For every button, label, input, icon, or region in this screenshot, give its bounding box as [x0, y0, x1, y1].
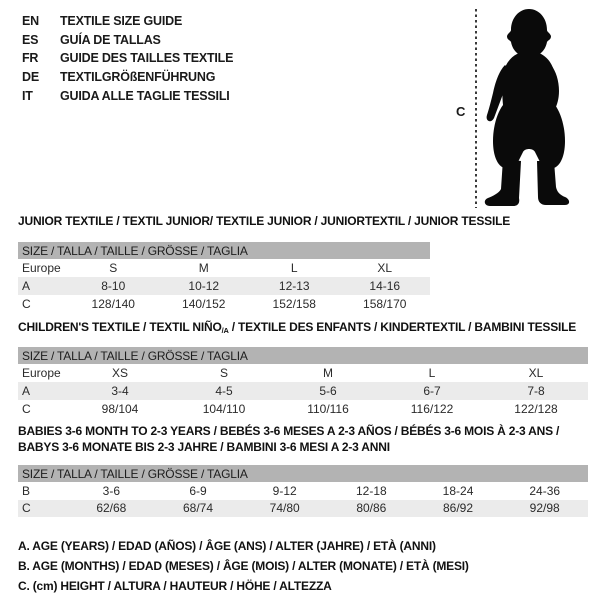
size-header-bar: SIZE / TALLA / TAILLE / GRÖSSE / TAGLIA — [18, 347, 588, 364]
list-item — [22, 31, 233, 50]
language-title-list — [22, 12, 233, 105]
size-value-cell: 152/158 — [272, 297, 316, 311]
guide-title: GUIDA ALLE TAGLIE TESSILI — [60, 88, 230, 103]
size-value-cell: 92/98 — [529, 501, 560, 516]
legend-line-height: C. (cm) HEIGHT / ALTURA / HAUTEUR / HÖHE / ALTEZZA — [18, 579, 332, 593]
size-value-cell: 122/128 — [514, 402, 558, 416]
size-value-cell: XL — [377, 261, 393, 275]
size-value-cell: 98/104 — [101, 402, 139, 416]
size-value-cell: 12-18 — [356, 483, 387, 498]
row-label: C — [22, 297, 31, 311]
size-value-cell: L — [290, 261, 298, 275]
table-row — [18, 482, 588, 500]
size-value-cell: 80/86 — [356, 501, 387, 516]
row-label: C — [22, 402, 31, 416]
size-value-cell: L — [428, 366, 436, 380]
size-value-cell: 4-5 — [215, 384, 233, 398]
junior-table-title: JUNIOR TEXTILE / TEXTIL JUNIOR/ TEXTILE JUNIOR / JUNIORTEXTIL / JUNIOR TESSILE — [18, 214, 511, 228]
size-value-cell: 104/110 — [202, 402, 246, 416]
size-value-cell: 9-12 — [272, 483, 297, 498]
babies-table-title-line1: BABIES 3-6 MONTH TO 2-3 YEARS / BEBÉS 3-6 MESES A 2-3 AÑOS / BÉBÉS 3-6 MOIS À 2-3 ANS / — [18, 424, 560, 438]
language-code: EN — [22, 14, 39, 29]
guide-title: GUÍA DE TALLAS — [60, 32, 161, 47]
guide-title: TEXTILE SIZE GUIDE — [60, 14, 183, 29]
size-value-cell: 140/152 — [182, 297, 226, 311]
size-value-cell: S — [219, 366, 228, 380]
table-row — [18, 382, 588, 400]
babies-table-title-line2: BABYS 3-6 MONATE BIS 2-3 JAHRE / BAMBINI 3-6 MESI A 2-3 ANNI — [18, 440, 390, 454]
size-value-cell: 128/140 — [91, 297, 135, 311]
language-code: IT — [22, 88, 33, 103]
language-code: FR — [22, 51, 39, 66]
size-value-cell: 12-13 — [278, 279, 310, 293]
size-header-bar: SIZE / TALLA / TAILLE / GRÖSSE / TAGLIA — [18, 242, 430, 259]
size-value-cell: M — [323, 366, 333, 380]
size-value-cell: 18-24 — [442, 483, 474, 498]
size-value-cell: 3-4 — [111, 384, 129, 398]
size-value-cell: 68/74 — [182, 501, 214, 516]
height-marker-label: C — [456, 104, 466, 119]
height-measure-dotted-line — [475, 9, 477, 208]
size-value-cell: 110/116 — [307, 402, 349, 416]
list-item — [22, 86, 233, 105]
size-value-cell: S — [109, 261, 118, 275]
size-value-cell: 5-6 — [319, 384, 337, 398]
size-value-cell: 3-6 — [102, 483, 120, 498]
size-value-cell: 8-10 — [101, 279, 126, 293]
toddler-silhouette-image — [483, 9, 573, 208]
children-table-title — [18, 320, 576, 335]
language-code: ES — [22, 32, 39, 47]
table-row — [18, 400, 588, 418]
row-label: B — [22, 483, 31, 498]
size-value-cell: 74/80 — [269, 501, 300, 516]
size-table-children — [18, 347, 588, 418]
size-value-cell: XS — [111, 366, 128, 380]
size-table-junior — [18, 242, 430, 313]
measurement-legend — [18, 536, 469, 596]
size-value-cell: 14-16 — [369, 279, 401, 293]
size-value-cell: 62/68 — [96, 501, 127, 516]
row-label: C — [22, 501, 31, 516]
size-value-cell: 6-7 — [423, 384, 441, 398]
list-item — [22, 49, 233, 68]
legend-line-age-months: B. AGE (MONTHS) / EDAD (MESES) / ÂGE (MOIS) / ALTER (MONATE) / ETÀ (MESI) — [18, 559, 469, 573]
list-item — [22, 12, 233, 31]
table-row — [18, 500, 588, 518]
table-row — [18, 364, 588, 382]
children-title-prefix: CHILDREN'S TEXTILE / TEXTIL NIÑO — [18, 320, 222, 334]
legend-line-age-years: A. AGE (YEARS) / EDAD (AÑOS) / ÂGE (ANS) / ALTER (JAHRE) / ETÀ (ANNI) — [18, 539, 436, 553]
size-value-cell: 6-9 — [189, 483, 207, 498]
size-value-cell: 86/92 — [443, 501, 474, 516]
table-row — [18, 277, 430, 295]
row-label: Europe — [22, 366, 61, 380]
guide-title: TEXTILGRÖßENFÜHRUNG — [60, 70, 216, 85]
size-value-cell: M — [198, 261, 209, 275]
size-value-cell: 116/122 — [410, 402, 454, 416]
size-value-cell: 10-12 — [188, 279, 220, 293]
row-label: A — [22, 279, 31, 293]
size-value-cell: 7-8 — [527, 384, 545, 398]
size-value-cell: 24-36 — [529, 483, 561, 498]
table-row — [18, 295, 430, 313]
children-title-subscript: /A — [221, 326, 229, 336]
guide-title: GUIDE DES TAILLES TEXTILE — [60, 51, 234, 66]
size-header-bar: SIZE / TALLA / TAILLE / GRÖSSE / TAGLIA — [18, 465, 588, 482]
list-item — [22, 68, 233, 87]
language-code: DE — [22, 70, 39, 85]
table-row — [18, 259, 430, 277]
size-value-cell: 158/170 — [363, 297, 407, 311]
row-label: A — [22, 384, 31, 398]
row-label: Europe — [22, 261, 61, 275]
children-title-suffix: / TEXTILE DES ENFANTS / KINDERTEXTIL / BAMBINI TESSILE — [228, 320, 577, 334]
size-table-babies — [18, 465, 588, 517]
size-value-cell: XL — [528, 366, 544, 380]
